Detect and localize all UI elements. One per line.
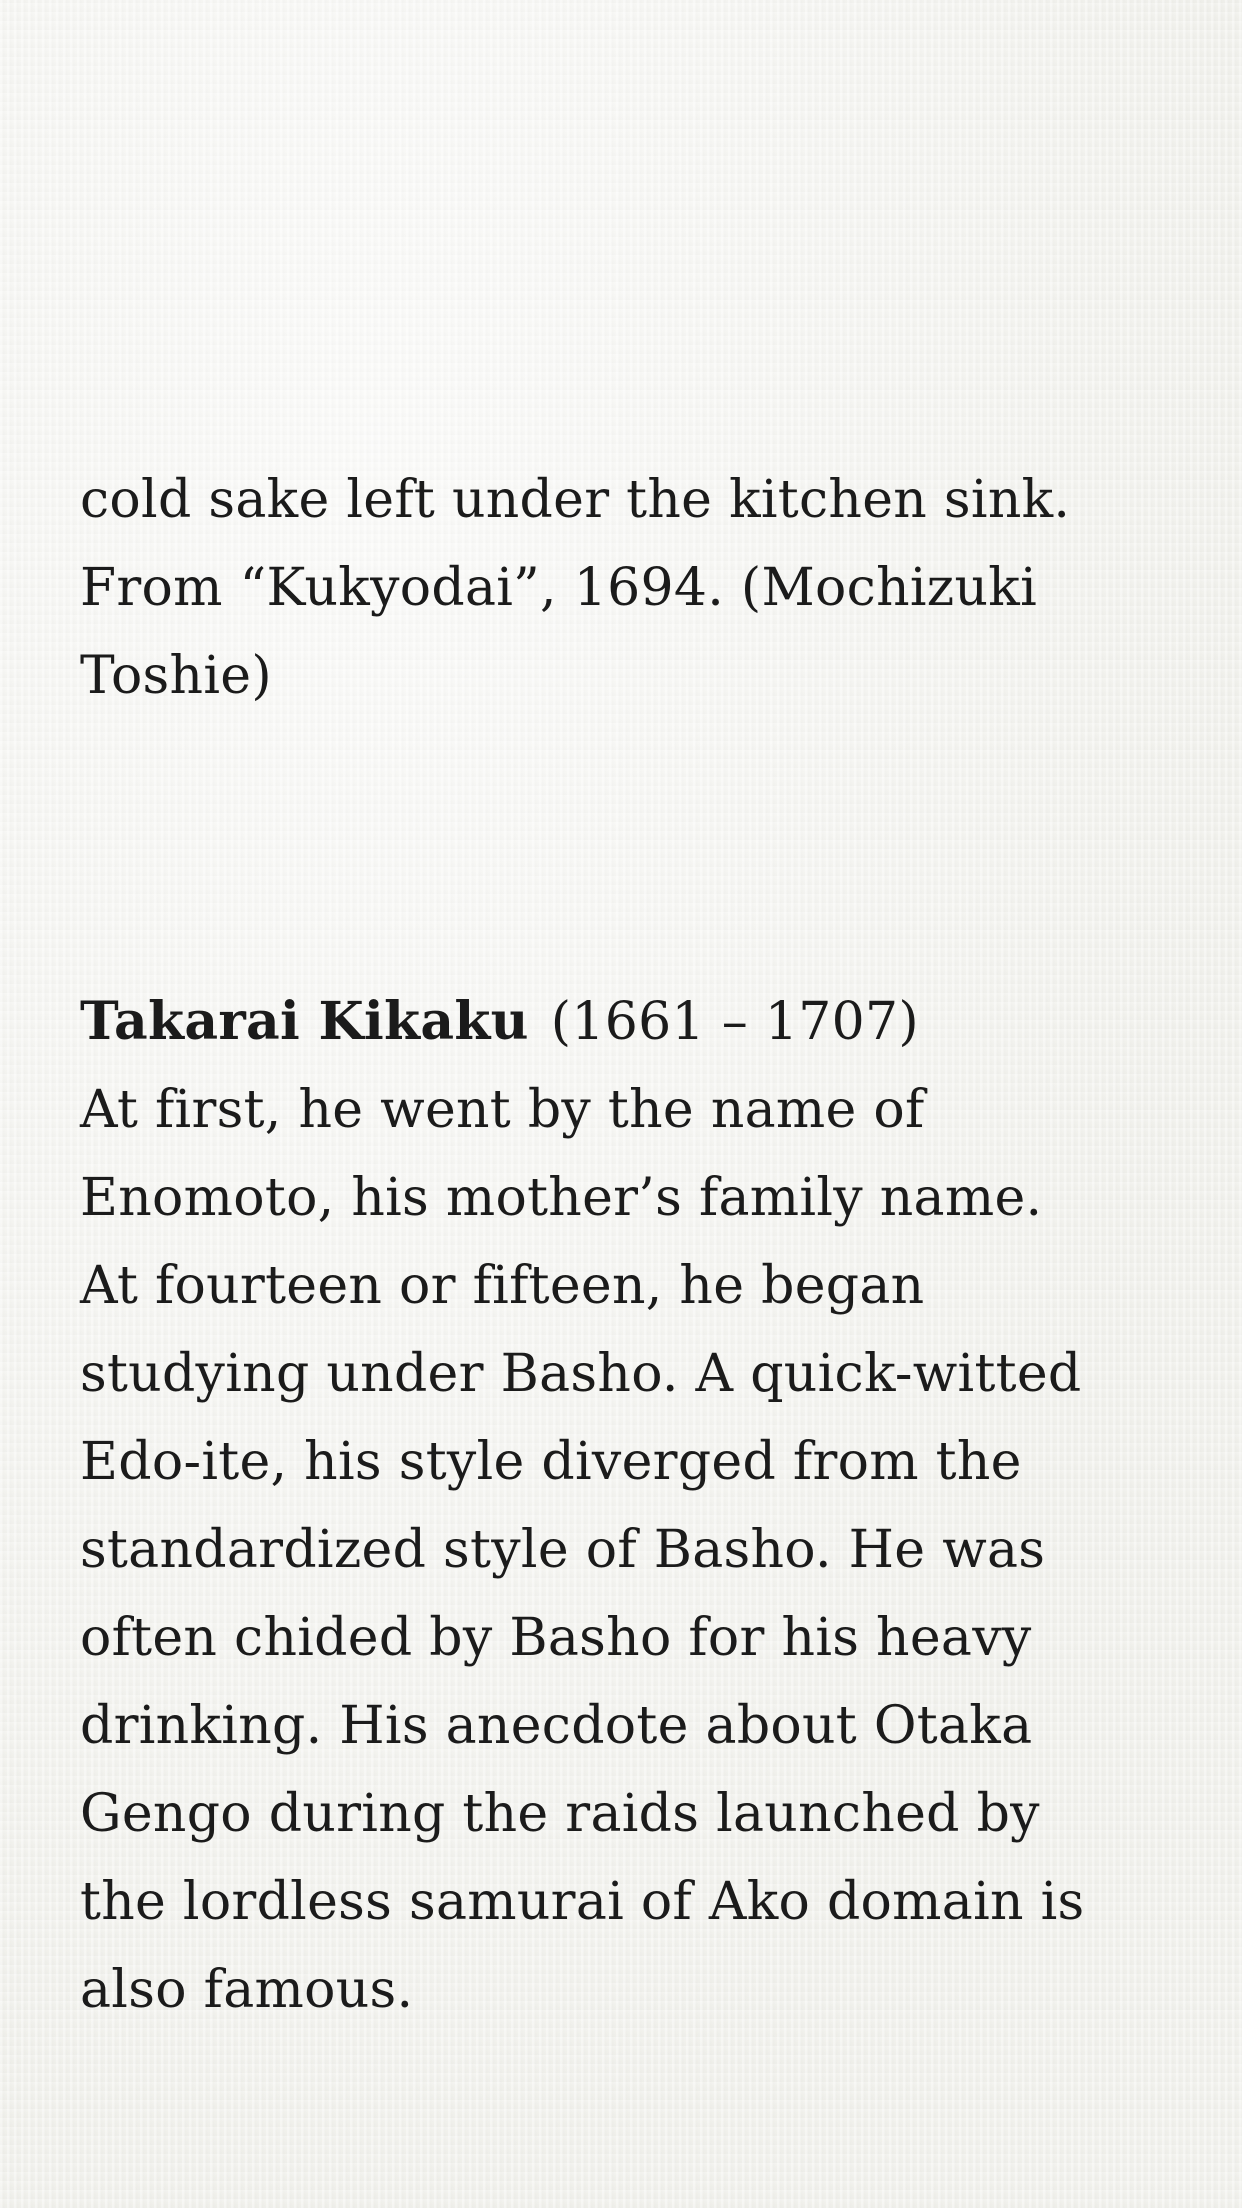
text-line: Toshie) (80, 646, 272, 706)
previous-entry-text (80, 456, 1180, 720)
text-line: cold sake left under the kitchen sink. (80, 470, 1071, 530)
bio-line: the lordless samurai of Ako domain is (80, 1872, 1085, 1932)
bio-line: often chided by Basho for his heavy (80, 1608, 1032, 1668)
text-line: From “Kukyodai”, 1694. (Mochizuki (80, 558, 1038, 618)
bio-line: standardized style of Basho. He was (80, 1520, 1046, 1580)
bio-line: Edo-ite, his style diverged from the (80, 1432, 1022, 1492)
poet-dates: (1661 – 1707) (550, 992, 920, 1052)
poet-heading (80, 978, 1180, 1066)
reader-page (80, 0, 1180, 2208)
poet-entry (80, 978, 1180, 2034)
bio-line: At fourteen or fifteen, he began (80, 1256, 925, 1316)
bio-line: Enomoto, his mother’s family name. (80, 1168, 1043, 1228)
poet-name: Takarai Kikaku (80, 991, 529, 1052)
bio-line: Gengo during the raids launched by (80, 1784, 1040, 1844)
bio-line: studying under Basho. A quick-witted (80, 1344, 1082, 1404)
bio-line: also famous. (80, 1960, 414, 2020)
bio-line: At first, he went by the name of (80, 1080, 925, 1140)
bio-line: drinking. His anecdote about Otaka (80, 1696, 1033, 1756)
